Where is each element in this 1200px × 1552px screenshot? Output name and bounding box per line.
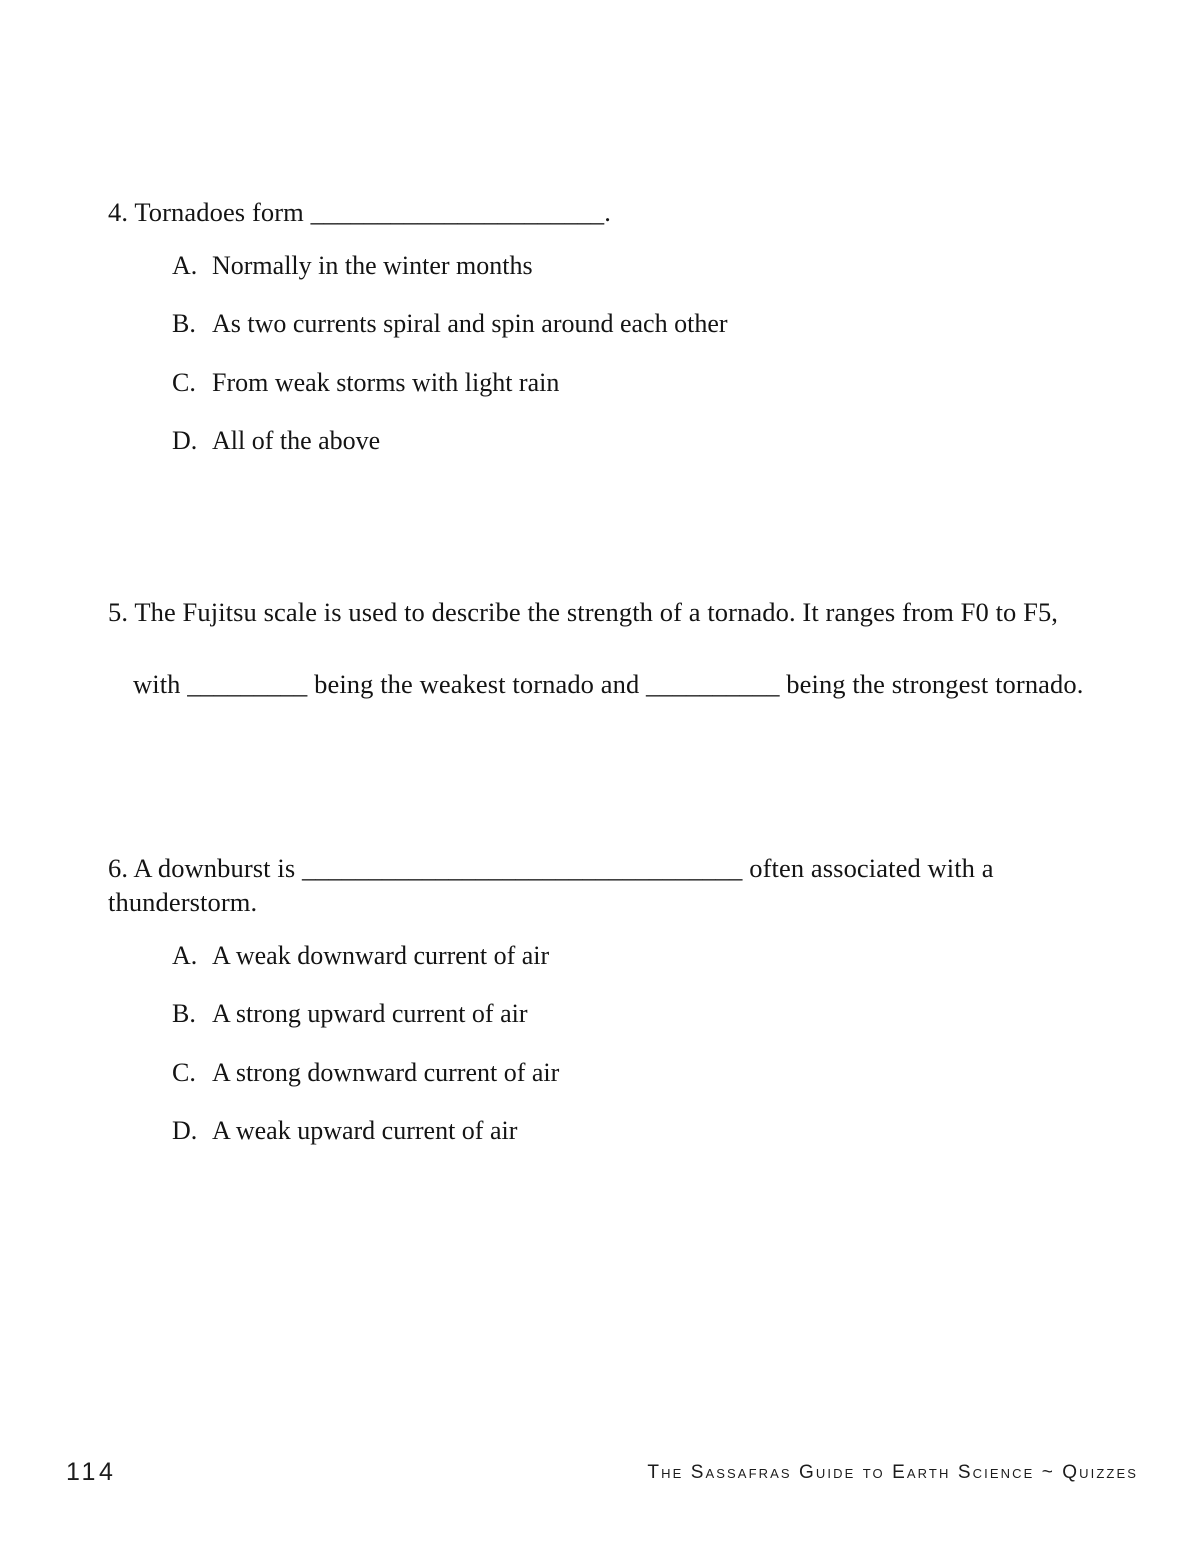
option-row[interactable] [172,367,1098,400]
option-text: All of the above [212,426,381,456]
page-number: 114 [66,1458,117,1486]
option-row[interactable] [172,940,1098,973]
option-row[interactable] [172,425,1098,458]
question-block-6 [108,852,1098,1148]
question-5-prompt-line-1: 5. The Fujitsu scale is used to describe the strength of a tornado. It ranges from F0 to F5, [108,596,1059,627]
option-text: A weak downward current of air [212,940,550,970]
option-letter: A. [172,250,198,280]
option-text: A weak upward current of air [212,1116,518,1146]
option-row[interactable] [172,308,1098,341]
option-row[interactable] [172,998,1098,1031]
option-text: A strong downward current of air [212,1057,560,1087]
option-letter: B. [172,999,196,1029]
option-text: As two currents spiral and spin around each other [212,309,728,339]
question-block-5 [108,596,1098,702]
option-row[interactable] [172,250,1098,283]
page-content [108,196,1098,1174]
footer-title: The Sassafras Guide to Earth Science ~ Quizzes [647,1462,1138,1483]
option-letter: C. [172,1057,196,1087]
option-row[interactable] [172,1115,1098,1148]
spacer [108,702,1098,852]
option-letter: B. [172,309,196,339]
option-letter: D. [172,1116,198,1146]
option-text: From weak storms with light rain [212,367,560,397]
option-row[interactable] [172,1057,1098,1090]
question-4-options [108,250,1098,458]
option-letter: A. [172,940,198,970]
option-text: A strong upward current of air [212,999,528,1029]
question-block-4 [108,196,1098,458]
option-letter: C. [172,367,196,397]
spacer [108,484,1098,596]
option-text: Normally in the winter months [212,250,533,280]
option-letter: D. [172,426,198,456]
question-6-prompt: 6. A downburst is _________________________________ often associated with a thunderstorm. [108,852,1001,917]
question-6-options [108,940,1098,1148]
spacer [108,630,1098,668]
question-5-prompt-line-2: with _________ being the weakest tornado and __________ being the strongest tornado. [133,668,1084,699]
question-4-prompt: 4. Tornadoes form ______________________. [108,197,612,227]
page-footer [0,1458,1200,1494]
